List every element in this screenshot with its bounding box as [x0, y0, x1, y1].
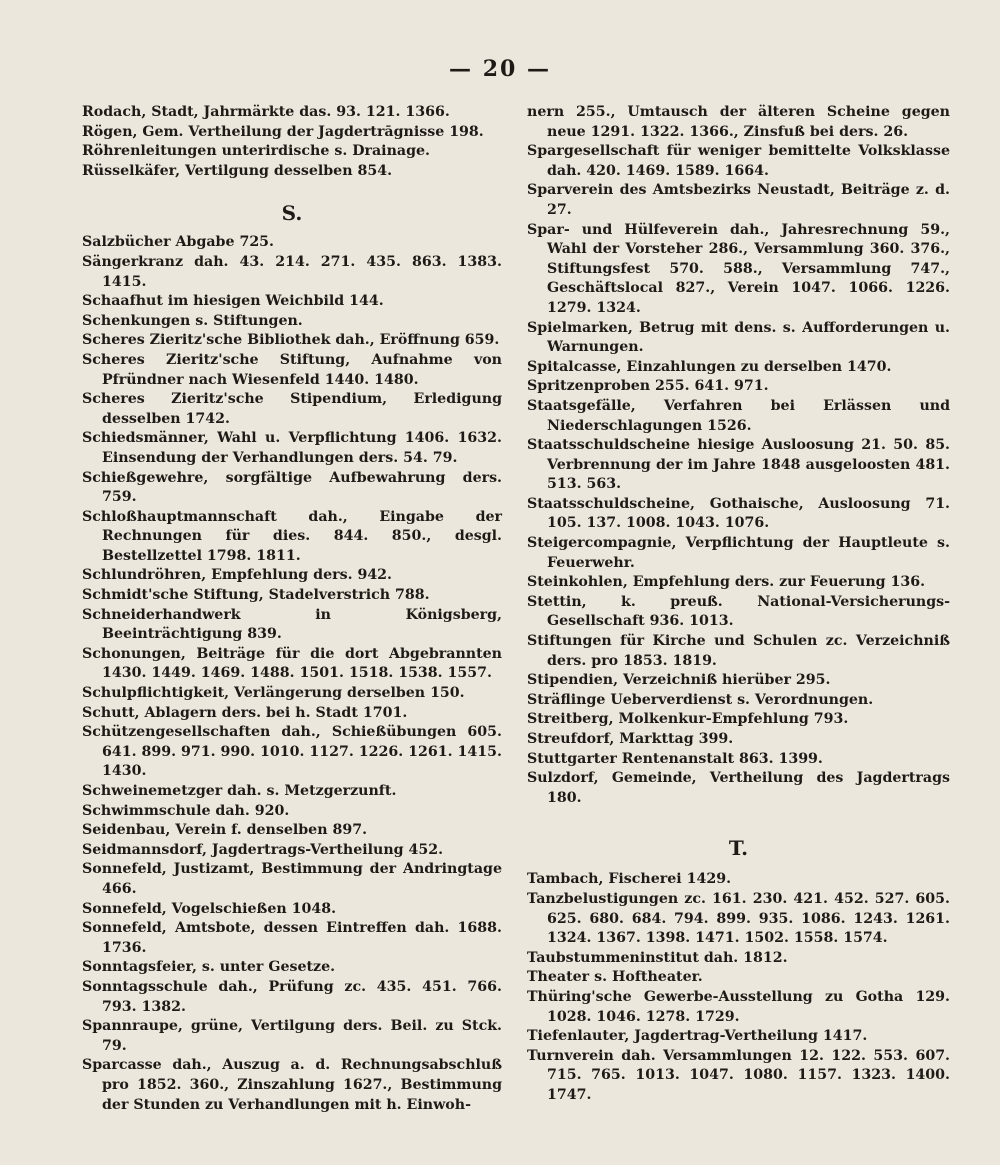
- index-entry: Stiftungen für Kirche und Schulen zc. Verzeichniß ders. pro 1853. 1819.: [527, 633, 950, 669]
- index-entry: Salzbücher Abgabe 725.: [82, 234, 274, 251]
- index-entry: Schießgewehre, sorgfältige Aufbewahrung ders. 759.: [82, 469, 502, 506]
- index-entry: Sparcasse dah., Auszug a. d. Rechnungsabschluß pro 1852. 360., Zinszahlung 1627., Bestimmung der Stunden zu Verhandlungen mit h. Einwoh-: [82, 1057, 502, 1113]
- index-entry: Sonntagsfeier, s. unter Gesetze.: [82, 959, 336, 976]
- index-entry: Sonnefeld, Amtsbote, dessen Eintreffen dah. 1688. 1736.: [82, 920, 502, 956]
- index-entry: Staatsgefälle, Verfahren bei Erlässen und Niederschlagungen 1526.: [527, 397, 950, 434]
- index-entry: Sonnefeld, Justizamt, Bestimmung der Andringtage 466.: [82, 861, 502, 897]
- index-entry: Steigercompagnie, Verpflichtung der Hauptleute s. Feuerwehr.: [527, 535, 950, 571]
- index-entry: Seidmannsdorf, Jagdertrags-Vertheilung 452.: [82, 841, 444, 858]
- index-entry: Spannraupe, grüne, Vertilgung ders. Beil. zu Stck. 79.: [82, 1018, 502, 1054]
- index-entry: Sulzdorf, Gemeinde, Vertheilung des Jagdertrags 180.: [527, 770, 950, 806]
- index-entry: Rüsselkäfer, Vertilgung desselben 854.: [82, 162, 393, 179]
- index-entry: Schweinemetzger dah. s. Metzgerzunft.: [82, 783, 397, 799]
- index-entry: Stuttgarter Rentenanstalt 863. 1399.: [527, 750, 823, 767]
- index-entry: Schmidt'sche Stiftung, Stadelverstrich 788.: [82, 587, 430, 604]
- index-entry: Schaafhut im hiesigen Weichbild 144.: [82, 293, 384, 310]
- index-group-t: [527, 870, 950, 1105]
- index-entry: Sonnefeld, Vogelschießen 1048.: [82, 900, 337, 917]
- index-entry: Streufdorf, Markttag 399.: [527, 731, 734, 747]
- index-entry: Tiefenlauter, Jagdertrag-Vertheilung 1417.: [527, 1028, 868, 1045]
- index-entry: Rodach, Stadt, Jahrmärkte das. 93. 121. 1366.: [82, 104, 450, 120]
- index-entry: Schenkungen s. Stiftungen.: [82, 312, 303, 329]
- index-entry: Taubstummeninstitut dah. 1812.: [527, 949, 788, 966]
- index-entry: Röhrenleitungen unterirdische s. Drainage.: [82, 143, 430, 160]
- index-entry: Staatsschuldscheine hiesige Ausloosung 21. 50. 85. Verbrennung der im Jahre 1848 ausgeloosten 481. 513. 563.: [527, 437, 950, 493]
- index-entry: Schloßhauptmannschaft dah., Eingabe der Rechnungen für dies. 844. 850., desgl. Bestellzettel 1798. 1811.: [82, 508, 502, 564]
- right-column: [527, 103, 950, 1106]
- index-entry: nern 255., Umtausch der älteren Scheine gegen neue 1291. 1322. 1366., Zinsfuß bei ders. 26.: [527, 104, 950, 140]
- index-entry: Schutt, Ablagern ders. bei h. Stadt 1701.: [82, 704, 408, 721]
- index-entry: Tanzbelustigungen zc. 161. 230. 421. 452. 527. 605. 625. 680. 684. 794. 899. 935. 1086. 1243. 1261. 1324. 1367. 1398. 1471. 1502. 1558. 1574.: [527, 890, 950, 947]
- section-letter-s: S.: [281, 201, 303, 226]
- index-entry: Schützengesellschaften dah., Schießübungen 605. 641. 899. 971. 990. 1010. 1127. 1226. 1261. 1415. 1430.: [82, 724, 502, 780]
- index-entry: Spritzenproben 255. 641. 971.: [527, 378, 769, 395]
- index-entry: Schwimmschule dah. 920.: [82, 802, 290, 819]
- index-entry: Sträflinge Ueberverdienst s. Verordnungen.: [527, 691, 874, 708]
- index-entry: Schlundröhren, Empfehlung ders. 942.: [82, 567, 392, 584]
- index-entry: Spar- und Hülfeverein dah., Jahresrechnung 59., Wahl der Vorsteher 286., Versammlung 360. 376., Stiftungsfest 570. 588., Versammlung 747., Geschäftslocal 827., Verein 1047. 1066. 1226. 1279. 1324.: [527, 221, 950, 316]
- index-entry: Thüring'sche Gewerbe-Ausstellung zu Gotha 129. 1028. 1046. 1278. 1729.: [527, 988, 950, 1025]
- section-letter-t: T.: [728, 836, 749, 861]
- index-entry: Sängerkranz dah. 43. 214. 271. 435. 863. 1383. 1415.: [82, 253, 502, 290]
- index-entry: Turnverein dah. Versammlungen 12. 122. 553. 607. 715. 765. 1013. 1047. 1080. 1157. 1323. 1400. 1747.: [527, 1047, 950, 1103]
- index-entry: Stettin, k. preuß. National-Versicherungs-Gesellschaft 936. 1013.: [527, 593, 950, 630]
- index-entry: Tambach, Fischerei 1429.: [527, 871, 732, 888]
- index-entry: Steinkohlen, Empfehlung ders. zur Feuerung 136.: [527, 574, 926, 591]
- index-entry: Staatsschuldscheine, Gothaische, Ausloosung 71. 105. 137. 1008. 1043. 1076.: [527, 495, 950, 532]
- index-entry: Scheres Zieritz'sche Bibliothek dah., Eröffnung 659.: [82, 332, 500, 349]
- index-entry: Schneiderhandwerk in Königsberg, Beeinträchtigung 839.: [82, 606, 502, 643]
- index-entry: Scheres Zieritz'sche Stiftung, Aufnahme von Pfründner nach Wiesenfeld 1440. 1480.: [82, 351, 502, 388]
- index-group-s: [82, 233, 502, 1115]
- index-entry: Stipendien, Verzeichniß hierüber 295.: [527, 672, 831, 689]
- left-column: [82, 103, 502, 1115]
- index-entry: Theater s. Hoftheater.: [527, 969, 703, 986]
- index-entry: Sparverein des Amtsbezirks Neustadt, Beiträge z. d. 27.: [527, 182, 950, 218]
- index-entry: Schiedsmänner, Wahl u. Verpflichtung 1406. 1632. Einsendung der Verhandlungen ders. 54. 79.: [82, 430, 502, 466]
- index-entry: Streitberg, Molkenkur-Empfehlung 793.: [527, 711, 849, 728]
- index-entry: Schulpflichtigkeit, Verlängerung derselben 150.: [82, 685, 465, 702]
- index-group-s-continued: [527, 103, 950, 808]
- index-entry: Schonungen, Beiträge für die dort Abgebrannten 1430. 1449. 1469. 1488. 1501. 1518. 1538. 1557.: [82, 645, 502, 682]
- index-entry: Scheres Zieritz'sche Stipendium, Erledigung desselben 1742.: [82, 391, 502, 427]
- index-entry: Spitalcasse, Einzahlungen zu derselben 1470.: [527, 358, 892, 375]
- page-number: — 20 —: [449, 56, 551, 82]
- index-entry: Seidenbau, Verein f. denselben 897.: [82, 822, 368, 839]
- index-entry: Spargesellschaft für weniger bemittelte Volksklasse dah. 420. 1469. 1589. 1664.: [527, 143, 950, 179]
- index-entry: Rögen, Gem. Vertheilung der Jagdertrāgnisse 198.: [82, 123, 484, 140]
- index-entry: Spielmarken, Betrug mit dens. s. Aufforderungen u. Warnungen.: [527, 319, 950, 356]
- index-entry: Sonntagsschule dah., Prüfung zc. 435. 451. 766. 793. 1382.: [82, 978, 502, 1015]
- index-group-r: [82, 103, 502, 181]
